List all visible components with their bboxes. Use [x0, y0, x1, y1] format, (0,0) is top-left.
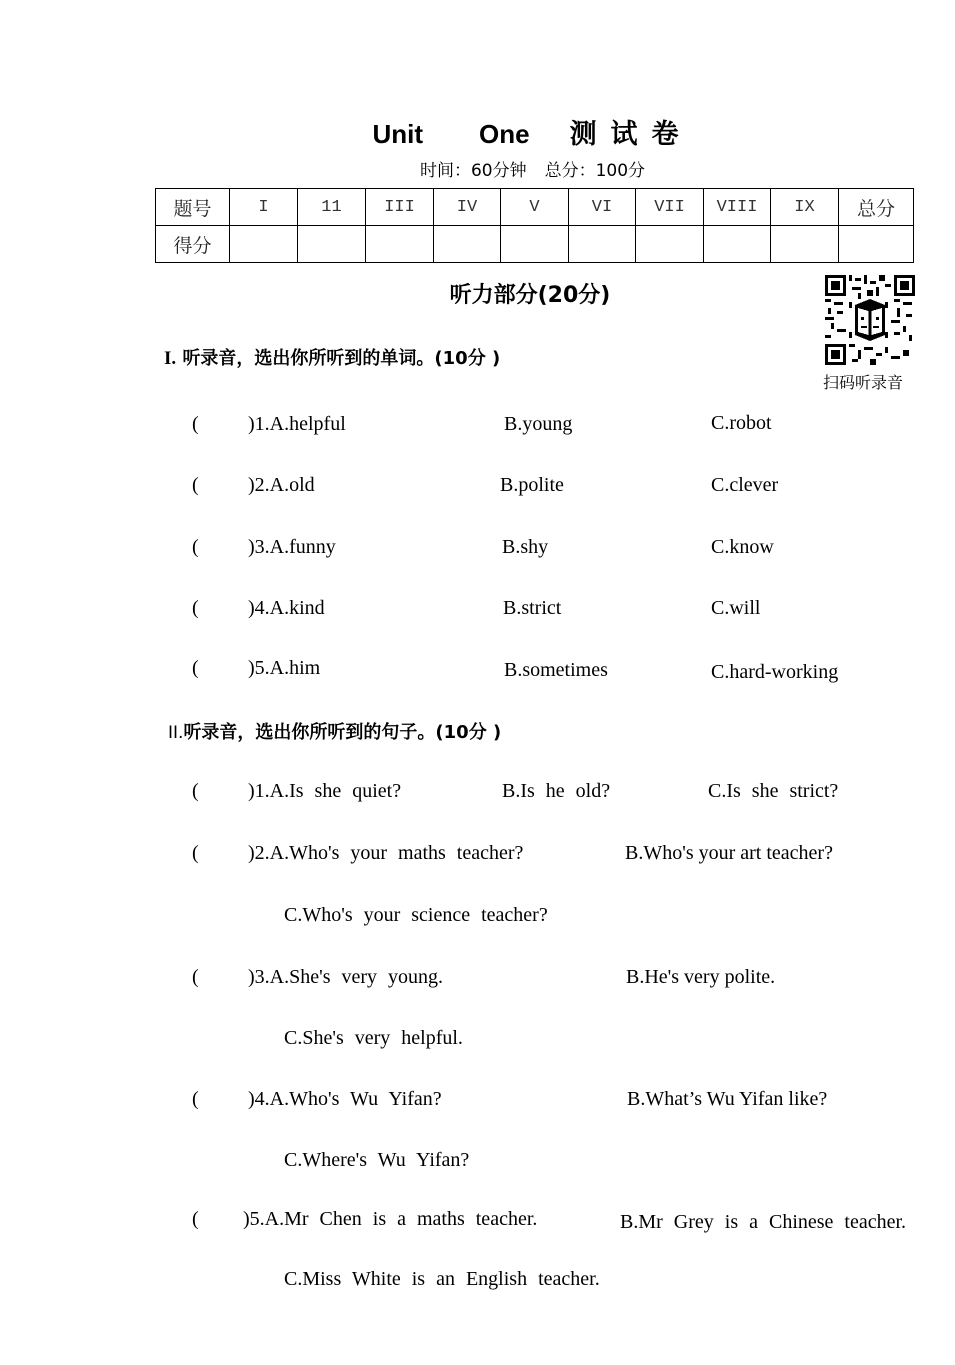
- col-header: VIII: [704, 189, 771, 226]
- time-limit: 时间：60分钟: [419, 161, 527, 181]
- option-b: B.Is he old?: [502, 780, 611, 802]
- option-c: C.She's very helpful.: [284, 1027, 463, 1049]
- answer-blank[interactable]: (: [192, 780, 199, 802]
- answer-blank[interactable]: (: [192, 474, 199, 496]
- option-a: )5.A.him: [248, 657, 321, 679]
- part1-number: I.: [164, 348, 177, 369]
- answer-blank[interactable]: (: [192, 1088, 199, 1110]
- option-c: C.hard-working: [711, 661, 839, 683]
- answer-blank[interactable]: (: [192, 536, 199, 558]
- option-a: )4.A.Who's Wu Yifan?: [248, 1088, 442, 1110]
- answer-blank[interactable]: (: [192, 597, 199, 619]
- col-header: 11: [298, 189, 366, 226]
- col-header: IX: [771, 189, 839, 226]
- question-number-label: 题号: [156, 189, 230, 226]
- answer-blank[interactable]: (: [192, 413, 199, 435]
- score-cell[interactable]: [366, 226, 434, 263]
- option-c: C.Who's your science teacher?: [284, 904, 548, 926]
- col-header: III: [366, 189, 434, 226]
- part1-instruction: 听录音，选出你所听到的单词。(10分 ): [182, 348, 501, 369]
- score-cell[interactable]: [298, 226, 366, 263]
- option-a: )3.A.She's very young.: [248, 966, 444, 988]
- score-cell[interactable]: [636, 226, 704, 263]
- score-row: [156, 226, 914, 263]
- title-one: One: [478, 119, 530, 149]
- part2-heading: [168, 718, 501, 744]
- option-b: B.strict: [503, 597, 562, 619]
- answer-blank[interactable]: (: [192, 1208, 199, 1230]
- score-cell-total[interactable]: [839, 226, 914, 263]
- option-a: )3.A.funny: [248, 536, 336, 558]
- title-test-paper: 测试卷: [569, 119, 693, 150]
- col-header: VII: [636, 189, 704, 226]
- qr-code-icon[interactable]: [825, 275, 915, 365]
- col-header: VI: [569, 189, 636, 226]
- col-header: IV: [434, 189, 501, 226]
- col-header: V: [501, 189, 569, 226]
- part2-number: II.: [168, 723, 184, 743]
- part1-heading: [164, 344, 500, 370]
- answer-blank[interactable]: (: [192, 842, 199, 864]
- col-header-total: 总分: [839, 189, 914, 226]
- option-b: B.young: [504, 413, 573, 435]
- score-cell[interactable]: [704, 226, 771, 263]
- score-cell[interactable]: [434, 226, 501, 263]
- answer-blank[interactable]: (: [192, 657, 199, 679]
- option-c: C.know: [711, 536, 774, 558]
- option-c: C.clever: [711, 474, 779, 496]
- option-c: C.Where's Wu Yifan?: [284, 1149, 470, 1171]
- option-a: )1.A.helpful: [248, 413, 346, 435]
- option-c: C.Miss White is an English teacher.: [284, 1268, 600, 1290]
- option-b: B.He's very polite.: [626, 966, 776, 988]
- score-cell[interactable]: [501, 226, 569, 263]
- option-b: B.What’s Wu Yifan like?: [627, 1088, 828, 1110]
- qr-code-label: 扫码听录音: [823, 373, 904, 392]
- option-b: B.sometimes: [504, 659, 608, 681]
- option-c: C.robot: [711, 412, 772, 434]
- option-b: B.polite: [500, 474, 564, 496]
- page-title: [0, 112, 955, 151]
- option-a: )5.A.Mr Chen is a maths teacher.: [243, 1208, 538, 1230]
- score-table: [155, 188, 914, 263]
- option-b: B.Mr Grey is a Chinese teacher.: [620, 1211, 907, 1233]
- score-cell[interactable]: [569, 226, 636, 263]
- option-a: )2.A.Who's your maths teacher?: [248, 842, 524, 864]
- option-a: )2.A.old: [248, 474, 315, 496]
- exam-info: [0, 156, 955, 181]
- answer-blank[interactable]: (: [192, 966, 199, 988]
- score-cell[interactable]: [230, 226, 298, 263]
- score-cell[interactable]: [771, 226, 839, 263]
- score-label: 得分: [156, 226, 230, 263]
- listening-section-title: 听力部分(20分): [449, 283, 611, 308]
- title-unit: Unit: [372, 119, 423, 149]
- question-number-row: [156, 189, 914, 226]
- option-b: B.Who's your art teacher?: [625, 842, 833, 864]
- option-c: C.Is she strict?: [708, 780, 839, 802]
- option-a: )4.A.kind: [248, 597, 325, 619]
- option-c: C.will: [711, 597, 761, 619]
- col-header: I: [230, 189, 298, 226]
- option-b: B.shy: [502, 536, 549, 558]
- total-score: 总分：100分: [544, 161, 646, 181]
- option-a: )1.A.Is she quiet?: [248, 780, 402, 802]
- part2-instruction: 听录音，选出你所听到的句子。(10分 ): [183, 722, 502, 743]
